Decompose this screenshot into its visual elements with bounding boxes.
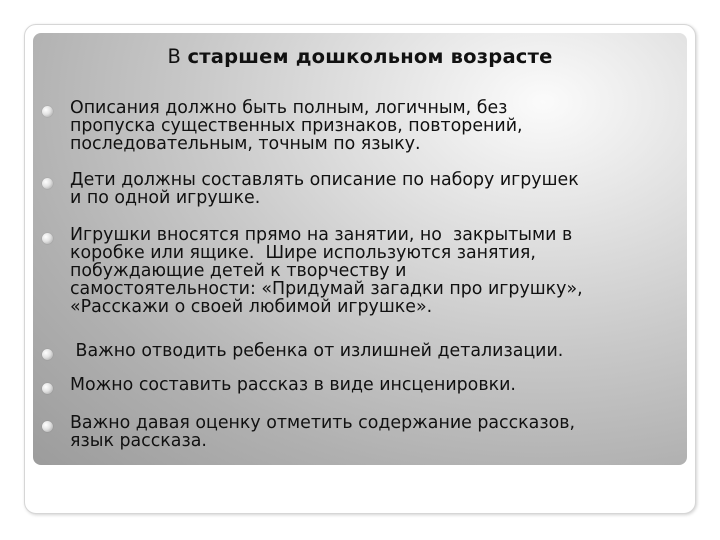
bullet-text: Можно составить рассказ в виде инсценировки. xyxy=(70,375,516,395)
bullet-icon xyxy=(42,383,53,394)
bullet-text: Важно давая оценку отметить содержание рассказов, язык рассказа. xyxy=(70,413,575,451)
bullet-icon xyxy=(42,349,53,360)
bullet-icon xyxy=(42,421,53,432)
bullet-text: Дети должны составлять описание по набору игрушек и по одной игрушке. xyxy=(70,170,579,208)
bullet-icon xyxy=(42,233,53,244)
bullet-icon xyxy=(42,178,53,189)
slide-content-panel xyxy=(33,33,687,465)
bullet-list xyxy=(33,33,687,465)
bullet-text: Важно отводить ребенка от излишней детализации. xyxy=(70,341,564,361)
slide-title-prefix: В xyxy=(167,45,188,68)
bullet-text: Описания должно быть полным, логичным, без пропуска существенных признаков, повторений, последовательным, точным по языку. xyxy=(70,98,523,154)
bullet-text: Игрушки вносятся прямо на занятии, но закрытыми в коробке или ящике. Шире используются занятия, побуждающие детей к творчеству и самостоятельности: «Придумай загадки про игрушку», «Расскажи о своей любимой игрушке». xyxy=(70,225,583,317)
slide-title-emphasis: старшем дошкольном возрасте xyxy=(187,45,553,68)
bullet-icon xyxy=(42,106,53,117)
